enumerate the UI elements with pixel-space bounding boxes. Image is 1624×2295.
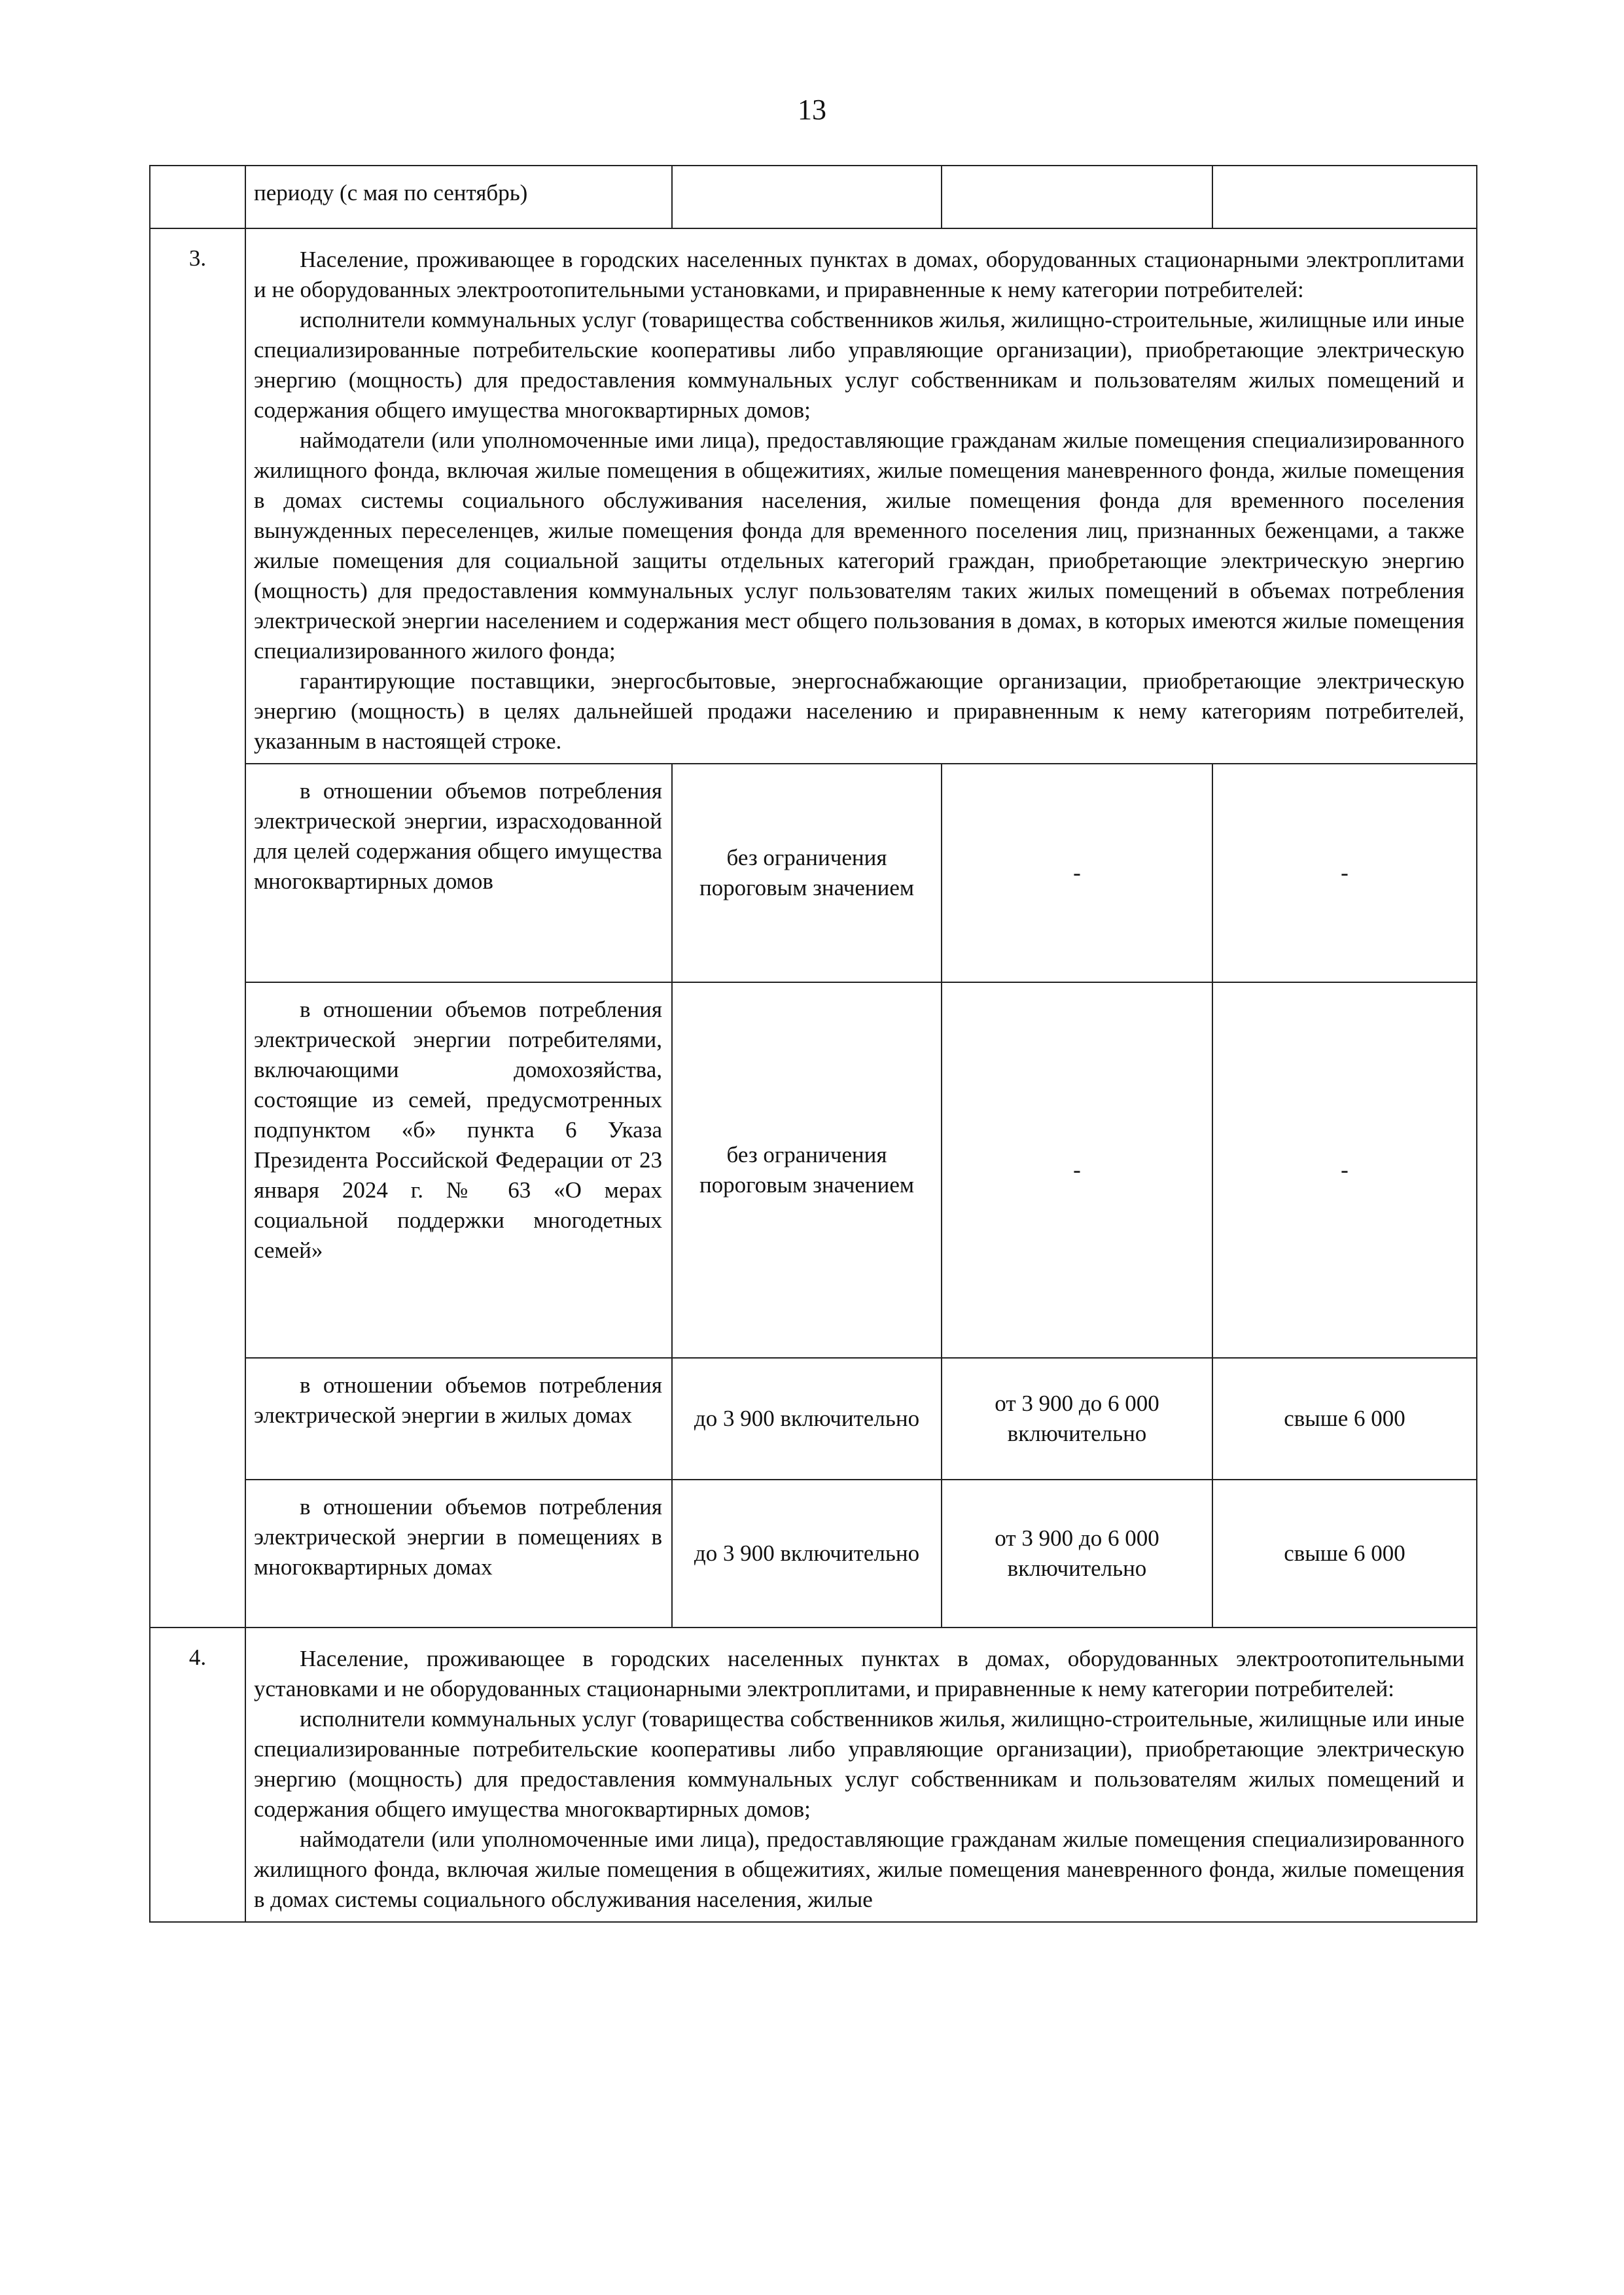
section-3-paragraph: исполнители коммунальных услуг (товарищества собственников жилья, жилищно-строительные, жилищные или иные специализированные потребительские кооперативы либо управляющие организации), приобретающие электрическую энергию (мощность) для предоставления коммунальных услуг собственникам и пользователям жилых помещений и содержания общего имущества многоквартирных домов; <box>254 307 1464 423</box>
row-label-text: в отношении объемов потребления электрической энергии в жилых домах <box>254 1372 662 1428</box>
row-value-1: без ограничения пороговым значением <box>672 982 942 1358</box>
continuation-value-cell-1 <box>672 166 942 228</box>
section-4-number: 4. <box>150 1628 245 1922</box>
section-4-paragraph: Население, проживающее в городских населенных пунктах в домах, оборудованных электроотопительными установками и не оборудованных стационарными электроплитами, и приравненные к нему категории потребителей: <box>254 1646 1464 1701</box>
row-value-2: - <box>942 982 1212 1358</box>
continuation-number-cell <box>150 166 245 228</box>
continuation-value-cell-2 <box>942 166 1212 228</box>
tariff-table <box>149 165 1477 1923</box>
row-value-3: - <box>1212 982 1477 1358</box>
row-label <box>245 1480 672 1628</box>
section-4-paragraph: исполнители коммунальных услуг (товарищества собственников жилья, жилищно-строительные, жилищные или иные специализированные потребительские кооперативы либо управляющие организации), приобретающие электрическую энергию (мощность) для предоставления коммунальных услуг собственникам и пользователям жилых помещений и содержания общего имущества многоквартирных домов; <box>254 1706 1464 1822</box>
row-value-2: от 3 900 до 6 000 включительно <box>942 1480 1212 1628</box>
row-label-text: в отношении объемов потребления электрической энергии, израсходованной для целей содержания общего имущества многоквартирных домов <box>254 778 662 894</box>
section-4-header-row <box>150 1628 1477 1922</box>
row-value-3: свыше 6 000 <box>1212 1480 1477 1628</box>
table-row <box>150 1480 1477 1628</box>
section-3-number: 3. <box>150 228 245 1628</box>
section-4-paragraph: наймодатели (или уполномоченные ими лица), предоставляющие гражданам жилые помещения специализированного жилищного фонда, включая жилые помещения в общежитиях, жилые помещения маневренного фонда, жилые помещения в домах системы социального обслуживания населения, жилые <box>254 1826 1464 1912</box>
row-label-text: в отношении объемов потребления электрической энергии в помещениях в многоквартирных домах <box>254 1494 662 1580</box>
row-value-3: свыше 6 000 <box>1212 1358 1477 1480</box>
continuation-label: периоду (с мая по сентябрь) <box>245 166 672 228</box>
row-label <box>245 1358 672 1480</box>
table-row <box>150 1358 1477 1480</box>
row-value-2: - <box>942 764 1212 982</box>
row-value-3: - <box>1212 764 1477 982</box>
table-row <box>150 982 1477 1358</box>
row-label <box>245 764 672 982</box>
section-4-description <box>245 1628 1477 1922</box>
section-3-paragraph: Население, проживающее в городских населенных пунктах в домах, оборудованных стационарными электроплитами и не оборудованных электроотопительными установками, и приравненные к нему категории потребителей: <box>254 247 1464 302</box>
section-3-description <box>245 228 1477 764</box>
table-row <box>150 764 1477 982</box>
section-3-paragraph: гарантирующие поставщики, энергосбытовые, энергоснабжающие организации, приобретающие электрическую энергию (мощность) в целях дальнейшей продажи населению и приравненным к нему категориям потребителей, указанным в настоящей строке. <box>254 668 1464 754</box>
row-value-1: без ограничения пороговым значением <box>672 764 942 982</box>
continuation-row <box>150 166 1477 228</box>
row-label-text: в отношении объемов потребления электрической энергии потребителями, включающими домохозяйства, состоящие из семей, предусмотренных подпунктом «б» пункта 6 Указа Президента Российской Федерации от 23 января 2024 г. № 63 «О мерах социальной поддержки многодетных семей» <box>254 997 662 1263</box>
row-label <box>245 982 672 1358</box>
section-3-header-row <box>150 228 1477 764</box>
continuation-value-cell-3 <box>1212 166 1477 228</box>
row-value-1: до 3 900 включительно <box>672 1358 942 1480</box>
section-3-paragraph: наймодатели (или уполномоченные ими лица), предоставляющие гражданам жилые помещения специализированного жилищного фонда, включая жилые помещения в общежитиях, жилые помещения маневренного фонда, жилые помещения в домах системы социального обслуживания населения, жилые помещения фонда для временного поселения вынужденных переселенцев, жилые помещения фонда для временного поселения лиц, признанных беженцами, а также жилые помещения для социальной защиты отдельных категорий граждан, приобретающие электрическую энергию (мощность) для предоставления коммунальных услуг пользователям таких жилых помещений в объемах потребления электрической энергии населением и содержания мест общего пользования в домах, в которых имеются жилые помещения специализированного жилого фонда; <box>254 427 1464 664</box>
page-number: 13 <box>798 94 826 126</box>
row-value-2: от 3 900 до 6 000 включительно <box>942 1358 1212 1480</box>
row-value-1: до 3 900 включительно <box>672 1480 942 1628</box>
